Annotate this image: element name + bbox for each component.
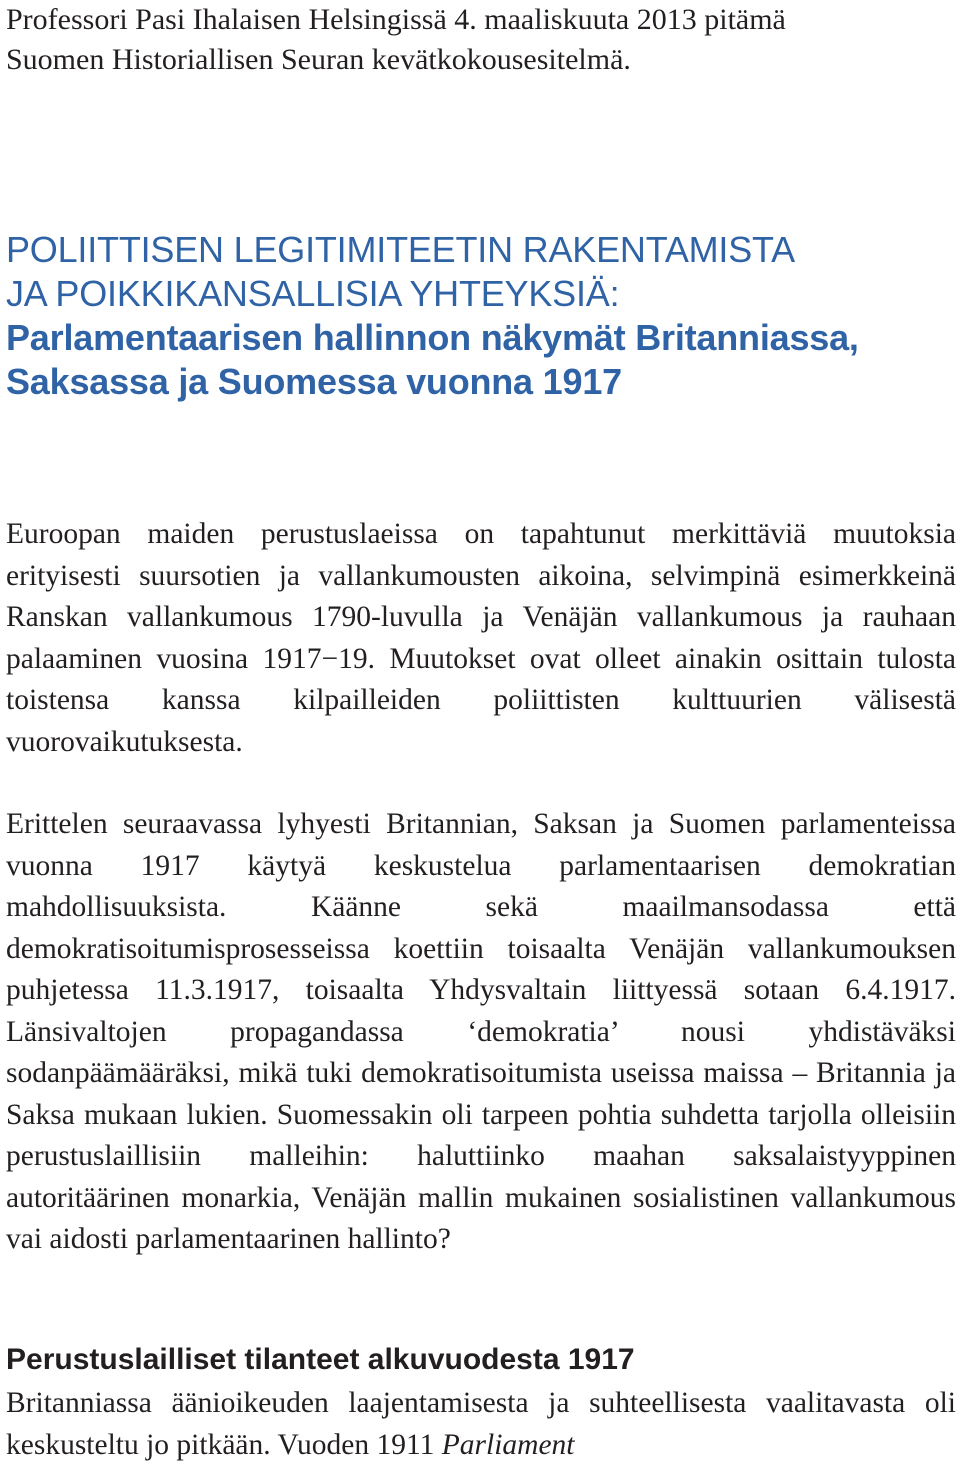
body-paragraph-1: Euroopan maiden perustuslaeissa on tapahtunut merkittäviä muutoksia erityisesti suursotien ja vallankumousten aikoina, selvimpinä esimerkkeinä Ranskan vallankumous 1790-luvulla ja Venäjän vallankumous ja rauhaan palaaminen vuosina 1917−19. Muutokset ovat olleet ainakin osittain tulosta toistensa kanssa kilpailleiden poliittisten kulttuurien välisestä vuorovaikutuksesta. xyxy=(6,518,956,758)
paragraph-3-text: Britanniassa äänioikeuden laajentamisesta ja suhteellisesta vaalitavasta oli keskusteltu jo pitkään. Vuoden 1911 xyxy=(6,1387,956,1461)
title-line-1: POLIITTISEN LEGITIMITEETIN RAKENTAMISTA xyxy=(6,229,795,270)
intro-line-2: Suomen Historiallisen Seuran kevätkokousesitelmä. xyxy=(6,43,631,76)
document-page xyxy=(6,0,956,1467)
title-line-2: JA POIKKIKANSALLISIA YHTEYKSIÄ: xyxy=(6,273,620,314)
paragraph-3-emphasis: Parliament xyxy=(441,1428,575,1461)
body-paragraph-2: Erittelen seuraavassa lyhyesti Britannian, Saksan ja Suomen parlamenteissa vuonna 1917 käytyä keskustelua parlamentaarisen demokratian mahdollisuuksista. Käänne sekä maailmansodassa että demokratisoitumisprosesseissa koettiin toisaalta Venäjän vallankumouksen puhjetessa 11.3.1917, toisaalta Yhdysvaltain liittyessä sotaan 6.4.1917. Länsivaltojen propagandassa ‘demokratia’ nousi yhdistäväksi sodanpäämääräksi, mikä tuki demokratisoitumista useissa maissa – Britannia ja Saksa mukaan lukien. Suomessakin oli tarpeen pohtia suhdetta tarjolla olleisiin perustuslaillisiin malleihin: haluttiinko maahan saksalaistyyppinen autoritäärinen monarkia, Venäjän mallin mukainen sosialistinen vallankumous vai aidosti parlamentaarinen hallinto? xyxy=(6,808,956,1255)
subtitle-line-1: Parlamentaarisen hallinnon näkymät Britanniassa, xyxy=(6,317,859,358)
article-title xyxy=(6,228,956,404)
subtitle-line-2: Saksassa ja Suomessa vuonna 1917 xyxy=(6,361,622,402)
intro-note xyxy=(6,0,786,80)
section-heading: Perustuslailliset tilanteet alkuvuodesta 1917 xyxy=(6,1343,635,1376)
body-paragraph-3 xyxy=(6,1383,956,1466)
intro-line-1: Professori Pasi Ihalaisen Helsingissä 4. maaliskuuta 2013 pitämä xyxy=(6,3,786,36)
